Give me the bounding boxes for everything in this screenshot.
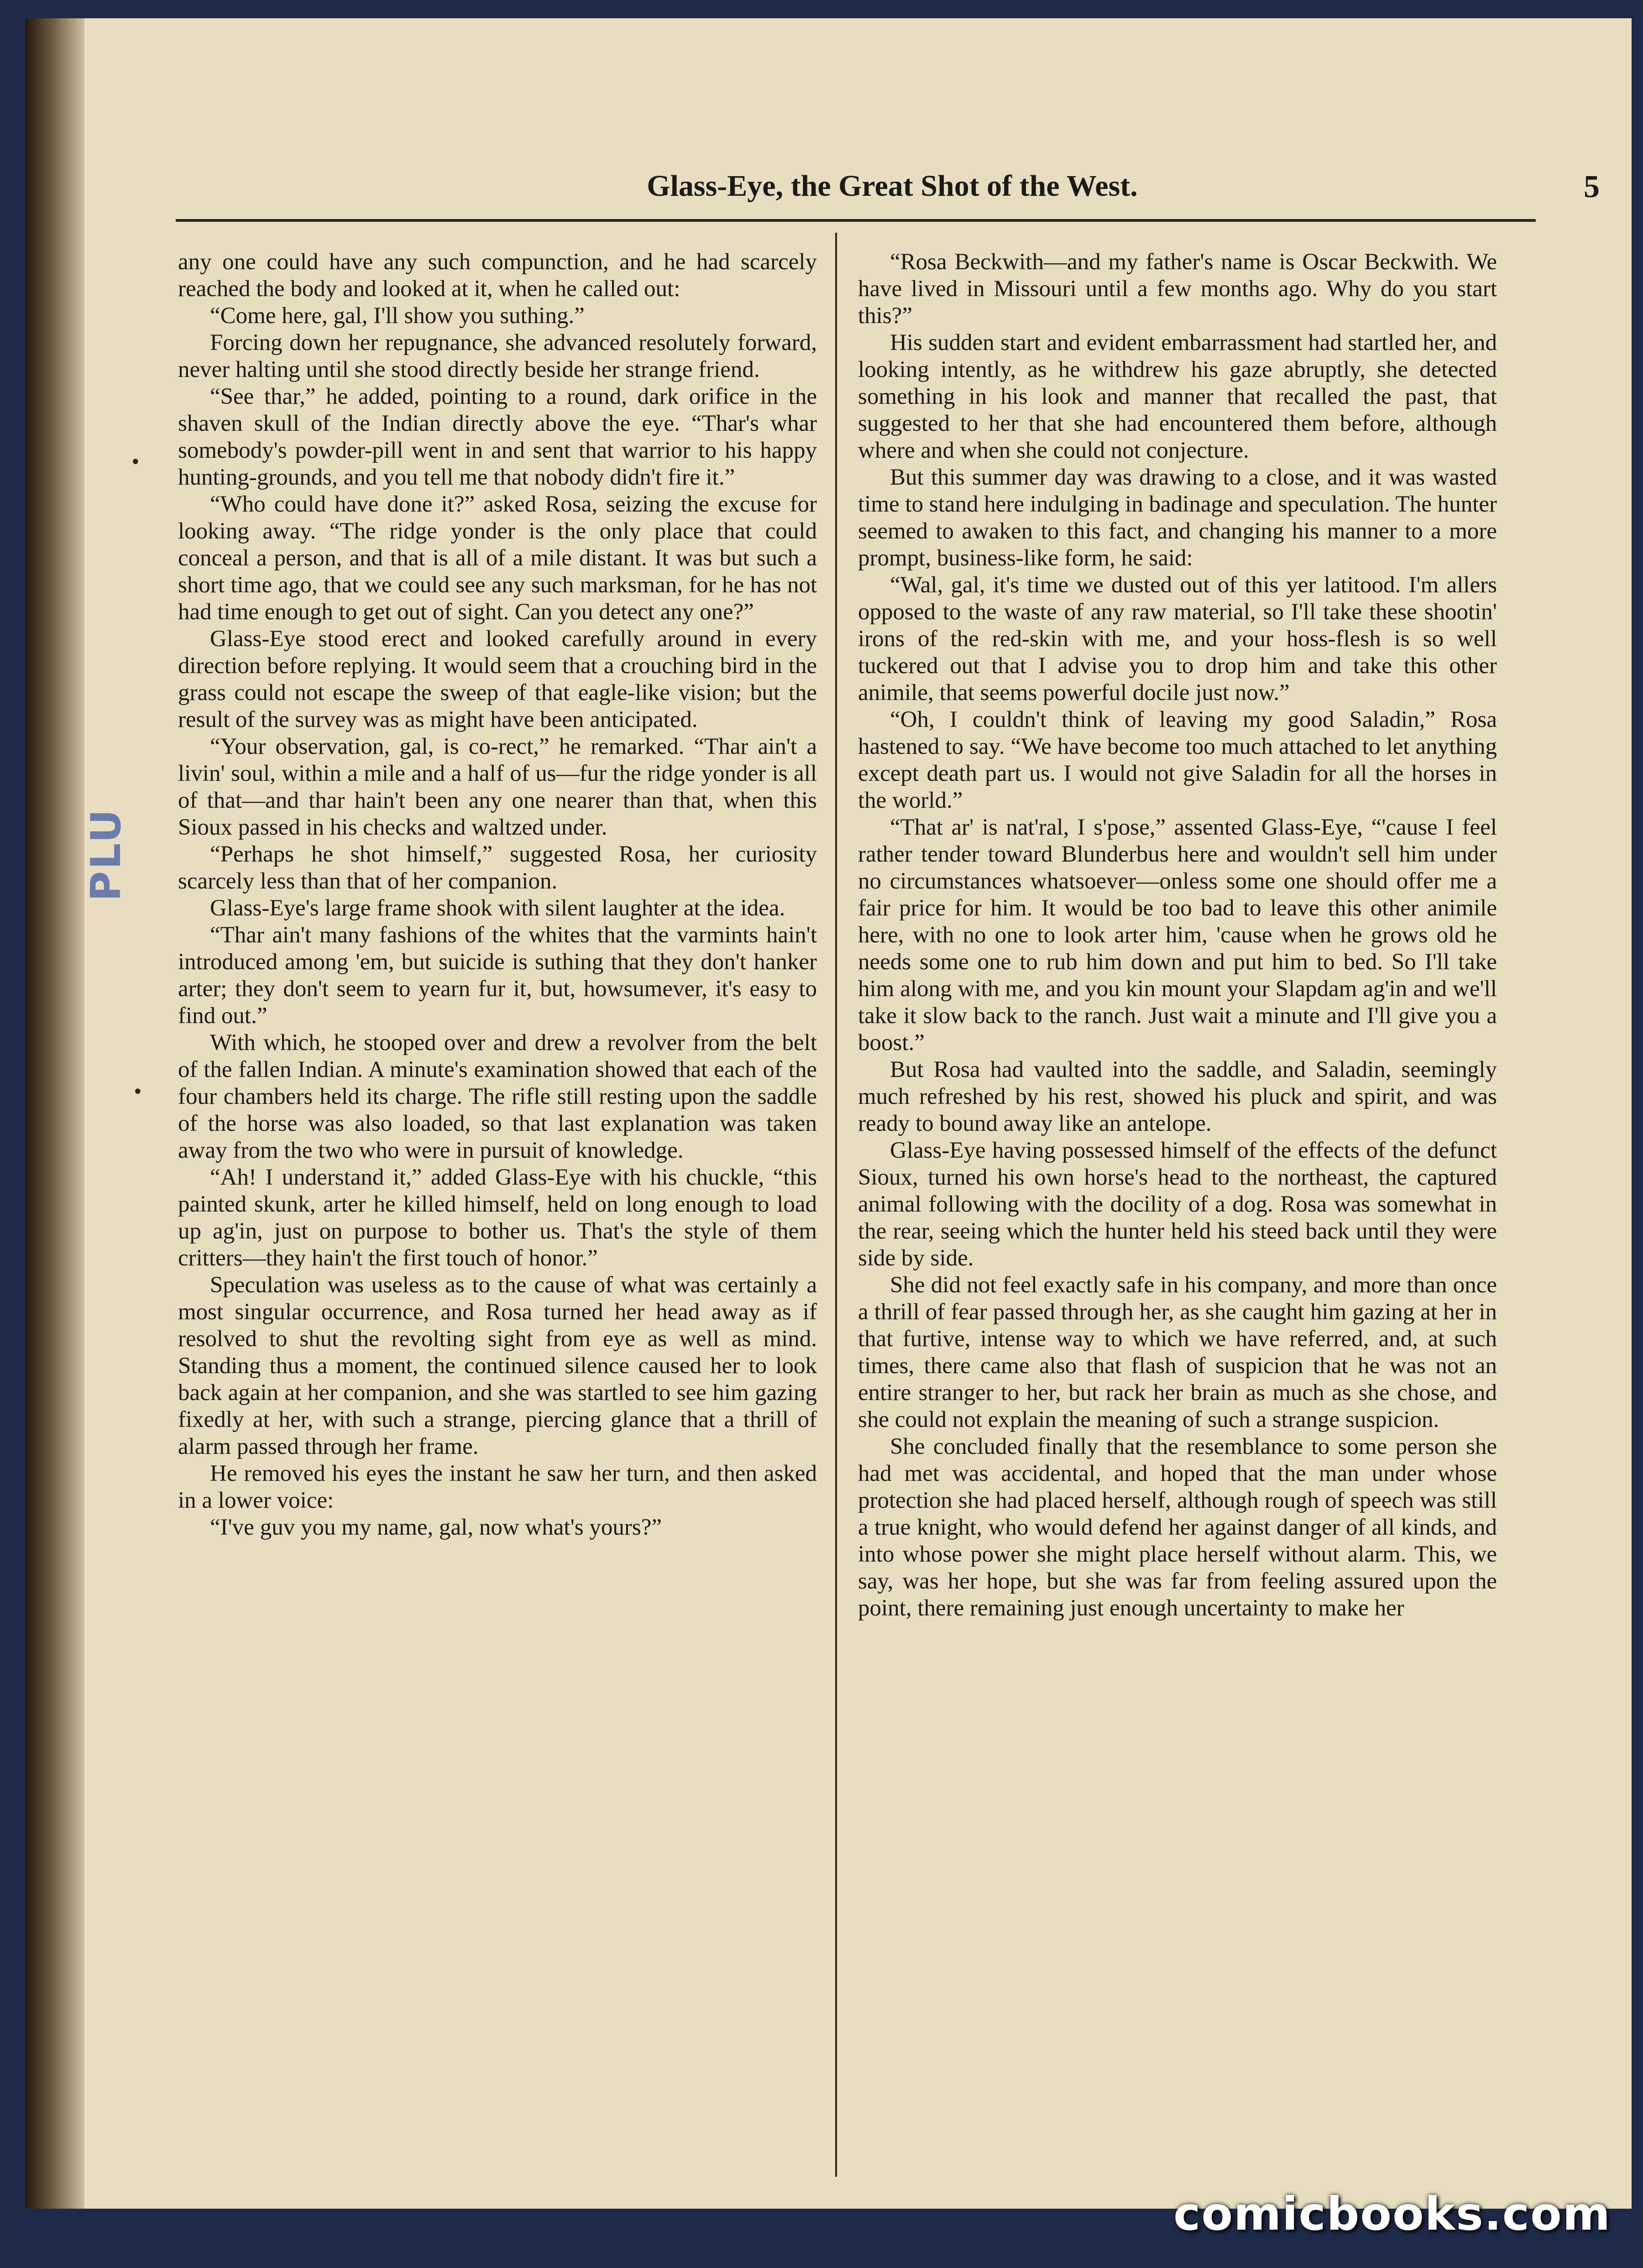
- paragraph: “Wal, gal, it's time we dusted out of this yer latitood. I'm allers opposed to the waste of any raw material, so I'll take these shootin' irons of the red-skin with me, and your hoss-flesh is so well tuckered out that I advise you to drop him and take this other animile, that seems powerful docile just now.”: [858, 572, 1497, 705]
- paragraph: “Oh, I couldn't think of leaving my good Saladin,” Rosa hastened to say. “We have become too much attached to let anything except death part us. I would not give Saladin for all the horses in the world.”: [858, 707, 1497, 813]
- paragraph: She concluded finally that the resemblance to some person she had met was accidental, and hoped that the man under whose protection she had placed herself, although rough of speech was still a true knight, who would defend her against danger of all kinds, and into whose power she might place herself without alarm. This, we say, was her hope, but she was far from feeling assured upon the point, there remaining just enough uncertainty to make her: [858, 1434, 1497, 1621]
- paragraph: Speculation was useless as to the cause of what was certainly a most singular occurrence, and Rosa turned her head away as if resolved to shut the revolting sight from eye as well as mind. Standing thus a moment, the continued silence caused her to look back again at her companion, and she was startled to see him gazing fixedly at her, with such a strange, piercing glance that a thrill of alarm passed through her frame.: [178, 1272, 817, 1459]
- paragraph: He removed his eyes the instant he saw her turn, and then asked in a lower voice:: [178, 1461, 817, 1513]
- paragraph: She did not feel exactly safe in his company, and more than once a thrill of fear passed through her, as she caught him gazing at her in that furtive, intense way to which we have referred, and, at such times, there came also that flash of suspicion that he was not an entire stranger to her, but rack her brain as much as she chose, and she could not explain the meaning of such a strange suspicion.: [858, 1272, 1497, 1432]
- paragraph: His sudden start and evident embarrassment had startled her, and looking intently, as he withdrew his gaze abruptly, she detected something in his look and manner that recalled the past, that suggested to her that she had encountered them before, although where and when she could not conjecture.: [858, 330, 1497, 463]
- paragraph: “Perhaps he shot himself,” suggested Rosa, her curiosity scarcely less than that of her companion.: [178, 841, 817, 894]
- header-rule: [176, 219, 1536, 222]
- paragraph: “See thar,” he added, pointing to a round, dark orifice in the shaven skull of the Indian directly above the eye. “Thar's whar somebody's powder-pill went in and sent that warrior to his happy hunting-grounds, and you tell me that nobody didn't fire it.”: [178, 384, 817, 490]
- paragraph: “Your observation, gal, is co-rect,” he remarked. “Thar ain't a livin' soul, within a mile and a half of us—fur the ridge yonder is all of that—and thar hain't been any one nearer than that, when this Sioux passed in his checks and waltzed under.: [178, 734, 817, 840]
- column-divider: [835, 233, 837, 2177]
- paragraph: any one could have any such compunction, and he had scarcely reached the body and looked at it, when he called out:: [178, 249, 817, 302]
- paragraph: Glass-Eye having possessed himself of the effects of the defunct Sioux, turned his own horse's head to the northeast, the captured animal following with the docility of a dog. Rosa was somewhat in the rear, seeing which the hunter held his steed back until they were side by side.: [858, 1138, 1497, 1271]
- magazine-page: [25, 18, 1632, 2209]
- paragraph: “Ah! I understand it,” added Glass-Eye with his chuckle, “this painted skunk, arter he killed himself, held on long enough to load up ag'in, just on purpose to bother us. That's the style of them critters—they hain't the first touch of honor.”: [178, 1165, 817, 1271]
- paragraph: “Who could have done it?” asked Rosa, seizing the excuse for looking away. “The ridge yonder is the only place that could conceal a person, and that is all of a mile distant. It was but such a short time ago, that we could see any such marksman, for he has not had time enough to get out of sight. Can you detect any one?”: [178, 491, 817, 625]
- margin-mark: •: [130, 452, 141, 473]
- library-stamp: PLU: [82, 807, 130, 901]
- paragraph: Glass-Eye stood erect and looked carefully around in every direction before replying. It would seem that a crouching bird in the grass could not escape the sweep of that eagle-like vision; but the result of the survey was as might have been anticipated.: [178, 626, 817, 732]
- site-watermark: comicbooks.com: [1173, 2187, 1611, 2241]
- paragraph: “Come here, gal, I'll show you suthing.”: [210, 303, 585, 329]
- paragraph: With which, he stooped over and drew a revolver from the belt of the fallen Indian. A minute's examination showed that each of the four chambers held its charge. The rifle still resting upon the saddle of the horse was also loaded, so that last explanation was taken away from the two who were in pursuit of knowledge.: [178, 1030, 817, 1163]
- margin-mark: •: [132, 1082, 143, 1103]
- paragraph: Glass-Eye's large frame shook with silent laughter at the idea.: [210, 895, 785, 921]
- paragraph: “That ar' is nat'ral, I s'pose,” assented Glass-Eye, “'cause I feel rather tender toward Blunderbus here and wouldn't sell him under no circumstances whatsoever—onless some one should offer me a fair price for him. It would be too bad to leave this other animile here, with no one to look arter him, 'cause when he grows old he needs some one to rub him down and put him to bed. So I'll take him along with me, and you kin mount your Slapdam ag'in and we'll take it slow back to the ranch. Just wait a minute and I'll give you a boost.”: [858, 815, 1497, 1056]
- left-column: [178, 249, 817, 1541]
- paragraph: But Rosa had vaulted into the saddle, and Saladin, seemingly much refreshed by his rest, showed his pluck and spirit, and was ready to bound away like an antelope.: [858, 1057, 1497, 1136]
- paragraph: “I've guv you my name, gal, now what's yours?”: [210, 1515, 662, 1540]
- paragraph: “Thar ain't many fashions of the whites that the varmints hain't introduced among 'em, but suicide is suthing that they don't hanker arter; they don't seem to yearn fur it, but, howsumever, it's easy to find out.”: [178, 922, 817, 1029]
- running-header: Glass-Eye, the Great Shot of the West.: [647, 169, 1138, 203]
- page-gutter: [25, 18, 84, 2209]
- paragraph: But this summer day was drawing to a close, and it was wasted time to stand here indulging in badinage and speculation. The hunter seemed to awaken to this fact, and changing his manner to a more prompt, business-like form, he said:: [858, 465, 1497, 571]
- paragraph: Forcing down her repugnance, she advanced resolutely forward, never halting until she stood directly beside her strange friend.: [178, 330, 817, 382]
- right-column: [858, 249, 1497, 1622]
- paragraph: “Rosa Beckwith—and my father's name is Oscar Beckwith. We have lived in Missouri until a few months ago. Why do you start this?”: [858, 249, 1497, 329]
- page-number: 5: [1584, 169, 1600, 204]
